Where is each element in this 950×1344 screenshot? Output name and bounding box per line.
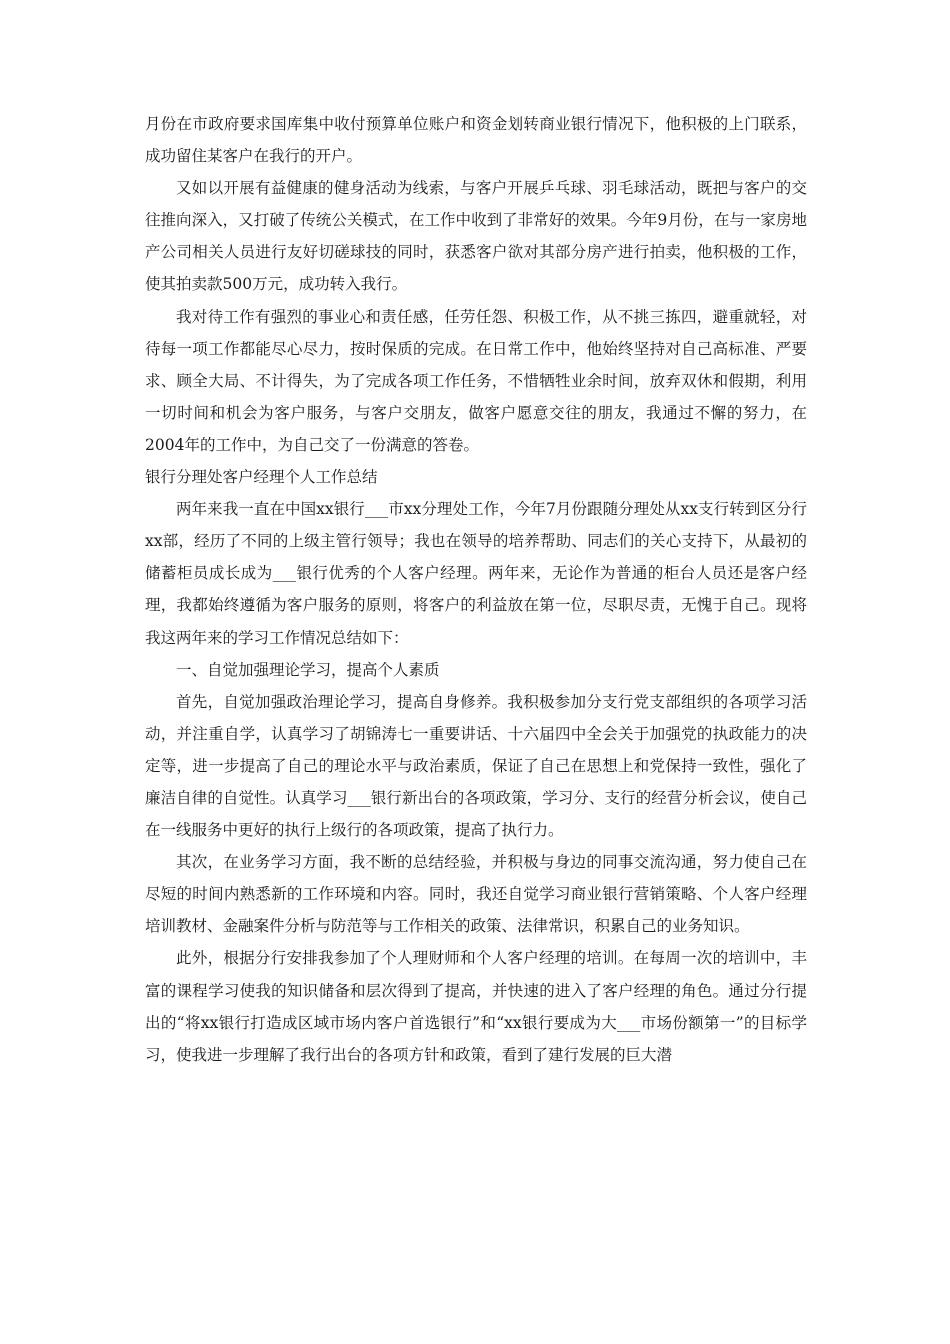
document-body xyxy=(145,108,807,1071)
paragraph-introduction: 两年来我一直在中国xx银行___市xx分理处工作，今年7月份跟随分理处从xx支行转到区分行xx部，经历了不同的上级主管行领导；我也在领导的培养帮助、同志们的关心支持下，从最初的储蓄柜员成长成为___银行优秀的个人客户经理。两年来，无论作为普通的柜台人员还是客户经理，我都始终遵循为客户服务的原则，将客户的利益放在第一位，尽职尽责，无愧于自己。现将我这两年来的学习工作情况总结如下： xyxy=(145,500,807,647)
paragraph-training: 此外，根据分行安排我参加了个人理财师和个人客户经理的培训。在每周一次的培训中，丰富的课程学习使我的知识储备和层次得到了提高，并快速的进入了客户经理的角色。通过分行提出的“将xx银行打造成区域市场内客户首选银行”和“xx银行要成为大___市场份额第一”的目标学习，使我进一步理解了我行出台的各项方针和政策，看到了建行发展的巨大潜 xyxy=(145,949,807,1064)
paragraph-political-study: 首先，自觉加强政治理论学习，提高自身修养。我积极参加分支行党支部组织的各项学习活动，并注重自学，认真学习了胡锦涛七一重要讲话、十六届四中全会关于加强党的执政能力的决定等，进一步提高了自己的理论水平与政治素质，保证了自己在思想上和党保持一致性，强化了廉洁自律的自觉性。认真学习___银行新出台的各项政策，学习分、支行的经营分析会议，使自己在一线服务中更好的执行上级行的各项政策，提高了执行力。 xyxy=(145,692,807,840)
paragraph-continued: 月份在市政府要求国库集中收付预算单位账户和资金划转商业银行情况下，他积极的上门联系，成功留住某客户在我行的开户。 xyxy=(145,115,807,166)
section-title: 银行分理处客户经理个人工作总结 xyxy=(145,468,378,487)
section-subheading: 一、自觉加强理论学习，提高个人素质 xyxy=(176,660,440,679)
paragraph-business-study: 其次，在业务学习方面，我不断的总结经验，并积极与身边的同事交流沟通，努力使自己在尽短的时间内熟悉新的工作环境和内容。同时，我还自觉学习商业银行营销策略、个人客户经理培训教材、金融案件分析与防范等与工作相关的政策、法律常识，积累自己的业务知识。 xyxy=(145,853,807,936)
paragraph-work-attitude: 我对待工作有强烈的事业心和责任感，任劳任怨、积极工作，从不挑三拣四，避重就轻，对待每一项工作都能尽心尽力，按时保质的完成。在日常工作中，他始终坚持对自己高标准、严要求、顾全大局、不计得失，为了完成各项工作任务，不惜牺牲业余时间，放弃双休和假期，利用一切时间和机会为客户服务，与客户交朋友，做客户愿意交往的朋友，我通过不懈的努力，在2004年的工作中，为自己交了一份满意的答卷。 xyxy=(145,307,807,454)
paragraph-fitness-activities: 又如以开展有益健康的健身活动为线索，与客户开展乒乓球、羽毛球活动，既把与客户的交往推向深入，又打破了传统公关模式，在工作中收到了非常好的效果。今年9月份，在与一家房地产公司相关人员进行友好切磋球技的同时，获悉客户欲对其部分房产进行拍卖，他积极的工作，使其拍卖款500万元，成功转入我行。 xyxy=(145,179,807,294)
